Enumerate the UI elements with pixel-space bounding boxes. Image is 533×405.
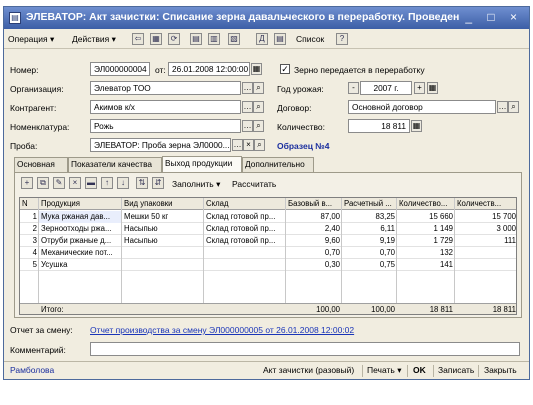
cell-quantity[interactable]: 1 729: [433, 236, 453, 245]
sample-clear-icon[interactable]: ×: [243, 139, 254, 151]
cell-base[interactable]: 87,00: [320, 212, 340, 221]
cell-quantity[interactable]: 15 660: [429, 212, 453, 221]
contract-field[interactable]: Основной договор: [348, 100, 496, 114]
cell-packaging[interactable]: Мешки 50 кг: [124, 212, 169, 221]
cell-product[interactable]: Отруби ржаные д...: [41, 236, 112, 245]
transferred-checkbox[interactable]: ✓: [281, 64, 289, 74]
movements-icon[interactable]: Д: [256, 33, 268, 45]
contract-search-icon[interactable]: ⌕: [508, 101, 519, 113]
structure-icon[interactable]: ▧: [228, 33, 240, 45]
close-button[interactable]: Закрыть: [484, 365, 517, 375]
contractor-search-icon[interactable]: ⌕: [253, 101, 264, 113]
cell-calculated[interactable]: 0,70: [379, 248, 395, 257]
cell-quantity-2[interactable]: 111: [504, 236, 516, 245]
cell-quantity[interactable]: 132: [439, 248, 453, 257]
total-calculated: 100,00: [371, 305, 395, 314]
status-bar: [4, 361, 529, 379]
tab-main[interactable]: Основная: [14, 157, 68, 172]
cell-quantity-2[interactable]: 15 700: [492, 212, 516, 221]
contract-label: Договор:: [277, 103, 312, 113]
cell-n: 3: [32, 236, 37, 245]
production-output-table[interactable]: [19, 197, 517, 315]
separator: [362, 365, 363, 377]
col-header-packaging[interactable]: Вид упаковки: [124, 199, 173, 208]
year-calendar-icon[interactable]: ▦: [428, 83, 437, 92]
tab-additional[interactable]: Дополнительно: [242, 157, 314, 172]
window-controls[interactable]: _ □ ×: [465, 10, 523, 24]
date-field[interactable]: 26.01.2008 12:00:00: [168, 62, 250, 76]
cell-packaging[interactable]: [122, 247, 204, 259]
delete-row-icon[interactable]: ×: [69, 177, 81, 189]
document-icon: ▤: [9, 12, 21, 24]
window-title: ЭЛЕВАТОР: Акт зачистки: Списание зерна давальческого в переработку. Проведен: [26, 11, 460, 23]
separator: [407, 365, 408, 377]
col-header-calculated[interactable]: Расчетный ...: [344, 199, 392, 208]
quantity-field[interactable]: 18 811: [348, 119, 410, 133]
cell-quantity-2[interactable]: [455, 247, 517, 259]
column-divider: [396, 198, 397, 314]
sort-desc-icon[interactable]: ⇵: [152, 177, 164, 189]
cell-product[interactable]: Усушка: [41, 260, 68, 269]
nomenclature-search-icon[interactable]: ⌕: [253, 120, 264, 132]
transferred-label: Зерно передается в переработку: [294, 65, 425, 75]
help-icon[interactable]: ?: [336, 33, 348, 45]
year-decrement-button[interactable]: -: [348, 82, 359, 94]
harvest-year-field[interactable]: 2007 г.: [360, 81, 412, 95]
nomenclature-select-button[interactable]: …: [243, 121, 252, 130]
table-header-row: [20, 198, 516, 210]
cell-calculated[interactable]: 83,25: [375, 212, 395, 221]
col-header-product[interactable]: Продукция: [41, 199, 81, 208]
contractor-field[interactable]: Акимов к/х: [90, 100, 241, 114]
sample-field[interactable]: ЭЛЕВАТОР: Проба зерна ЭЛ0000...: [90, 138, 231, 152]
calendar-picker-icon[interactable]: ▦: [252, 64, 261, 73]
column-divider: [454, 198, 455, 314]
cell-base[interactable]: 9,60: [324, 236, 340, 245]
menu-bar: [4, 30, 529, 49]
tab-quality[interactable]: Показатели качества: [68, 157, 162, 172]
cell-packaging[interactable]: Насыпью: [124, 224, 158, 233]
column-divider: [341, 198, 342, 314]
sort-asc-icon[interactable]: ⇅: [136, 177, 148, 189]
calendar-icon[interactable]: ▦: [150, 33, 162, 45]
sample-badge: Образец №4: [277, 141, 330, 151]
print-button[interactable]: Печать ▾: [367, 365, 402, 375]
calculator-icon[interactable]: ▦: [412, 121, 421, 130]
cell-warehouse[interactable]: [204, 247, 286, 259]
cell-n: 1: [32, 212, 37, 221]
title-bar: [4, 7, 529, 29]
cell-calculated[interactable]: 6,11: [380, 224, 395, 233]
number-field[interactable]: ЭЛ000000004: [90, 62, 150, 76]
document-window: [3, 6, 530, 380]
actions-menu[interactable]: Действия ▾: [72, 34, 116, 44]
cell-base[interactable]: 0,30: [324, 260, 340, 269]
sample-select-button[interactable]: …: [233, 140, 242, 149]
cell-n: 2: [32, 224, 37, 233]
total-label: Итого:: [41, 305, 64, 314]
cell-packaging[interactable]: [122, 259, 204, 271]
total-quantity-2: 18 811: [492, 305, 516, 314]
cell-base[interactable]: 2,40: [324, 224, 340, 233]
cell-n: 5: [32, 260, 37, 269]
column-divider: [203, 198, 204, 314]
operation-menu[interactable]: Операция ▾: [8, 34, 55, 44]
quantity-label: Количество:: [277, 122, 326, 132]
cell-warehouse[interactable]: Склад готовой пр...: [206, 236, 276, 245]
number-label: Номер:: [10, 65, 39, 75]
col-header-quantity[interactable]: Количество...: [399, 199, 448, 208]
table-row[interactable]: [20, 211, 516, 223]
total-base: 100,00: [316, 305, 340, 314]
ok-button[interactable]: OK: [413, 365, 426, 375]
separator: [433, 365, 434, 377]
cell-base[interactable]: 0,70: [324, 248, 340, 257]
contractor-select-button[interactable]: …: [243, 102, 252, 111]
organization-field[interactable]: Элеватор ТОО: [90, 81, 241, 95]
document-type-button[interactable]: Акт зачистки (разовый): [263, 365, 355, 375]
column-divider: [38, 198, 39, 314]
cell-warehouse[interactable]: Склад готовой пр...: [206, 212, 276, 221]
table-row[interactable]: [20, 259, 516, 271]
col-header-n[interactable]: N: [22, 199, 28, 208]
fill-button[interactable]: Заполнить ▾: [172, 179, 221, 189]
organization-search-icon[interactable]: ⌕: [253, 82, 264, 94]
total-quantity: 18 811: [429, 305, 453, 314]
cell-quantity-2[interactable]: 3 000: [496, 224, 516, 233]
column-divider: [121, 198, 122, 314]
organization-label: Организация:: [10, 84, 64, 94]
date-from-label: от:: [155, 65, 166, 75]
sample-label: Проба:: [10, 141, 38, 151]
harvest-year-label: Год урожая:: [277, 84, 324, 94]
current-user: Рамболова: [10, 365, 55, 375]
comment-label: Комментарий:: [10, 345, 66, 355]
add-row-icon[interactable]: +: [21, 177, 33, 189]
col-header-quantity-2[interactable]: Количеств...: [457, 199, 502, 208]
cell-n: 4: [32, 248, 37, 257]
post-document-icon[interactable]: ▤: [190, 33, 202, 45]
column-divider: [285, 198, 286, 314]
edit-row-icon[interactable]: ✎: [53, 177, 65, 189]
cell-warehouse[interactable]: [204, 259, 286, 271]
year-increment-button[interactable]: +: [414, 82, 425, 94]
cell-packaging[interactable]: Насыпью: [124, 236, 158, 245]
cell-warehouse[interactable]: Склад готовой пр...: [206, 224, 276, 233]
sample-search-icon[interactable]: ⌕: [254, 139, 265, 151]
table-row[interactable]: [20, 223, 516, 235]
end-edit-icon[interactable]: ▬: [87, 178, 95, 187]
nomenclature-label: Номенклатура:: [10, 122, 70, 132]
cell-calculated[interactable]: 9,19: [379, 236, 395, 245]
move-down-icon[interactable]: ↓: [117, 177, 129, 189]
refresh-icon[interactable]: ⟳: [168, 33, 180, 45]
cell-product[interactable]: Мука ржаная дав...: [39, 211, 122, 223]
nomenclature-field[interactable]: Рожь: [90, 119, 241, 133]
report-icon[interactable]: ▤: [274, 33, 286, 45]
contract-select-button[interactable]: …: [498, 102, 507, 111]
cell-calculated[interactable]: 0,75: [379, 260, 395, 269]
list-button[interactable]: Список: [296, 34, 325, 44]
table-row[interactable]: [20, 235, 516, 247]
cell-quantity-2[interactable]: [455, 259, 517, 271]
tab-output[interactable]: Выход продукции: [162, 156, 242, 172]
col-header-base[interactable]: Базовый в...: [288, 199, 333, 208]
organization-select-button[interactable]: …: [243, 83, 252, 92]
save-button[interactable]: Записать: [438, 365, 475, 375]
cell-quantity[interactable]: 1 149: [433, 224, 453, 233]
shift-report-link[interactable]: Отчет производства за смену ЭЛ000000005 от 26.01.2008 12:00:02: [90, 325, 355, 335]
comment-field[interactable]: [90, 342, 520, 356]
unpost-document-icon[interactable]: ▥: [208, 33, 220, 45]
table-row[interactable]: [20, 247, 516, 259]
cell-product[interactable]: Зерноотходы ржа...: [41, 224, 112, 233]
contractor-label: Контрагент:: [10, 103, 57, 113]
separator: [478, 365, 479, 377]
move-up-icon[interactable]: ↑: [101, 177, 113, 189]
table-total-row: [20, 303, 516, 315]
col-header-warehouse[interactable]: Склад: [206, 199, 229, 208]
calculate-button[interactable]: Рассчитать: [232, 179, 277, 189]
cell-product[interactable]: Механические пот...: [41, 248, 113, 257]
cell-quantity[interactable]: 141: [439, 260, 453, 269]
copy-row-icon[interactable]: ⧉: [37, 177, 49, 189]
back-arrow-icon[interactable]: ⇦: [132, 33, 144, 45]
shift-report-label: Отчет за смену:: [10, 325, 73, 335]
